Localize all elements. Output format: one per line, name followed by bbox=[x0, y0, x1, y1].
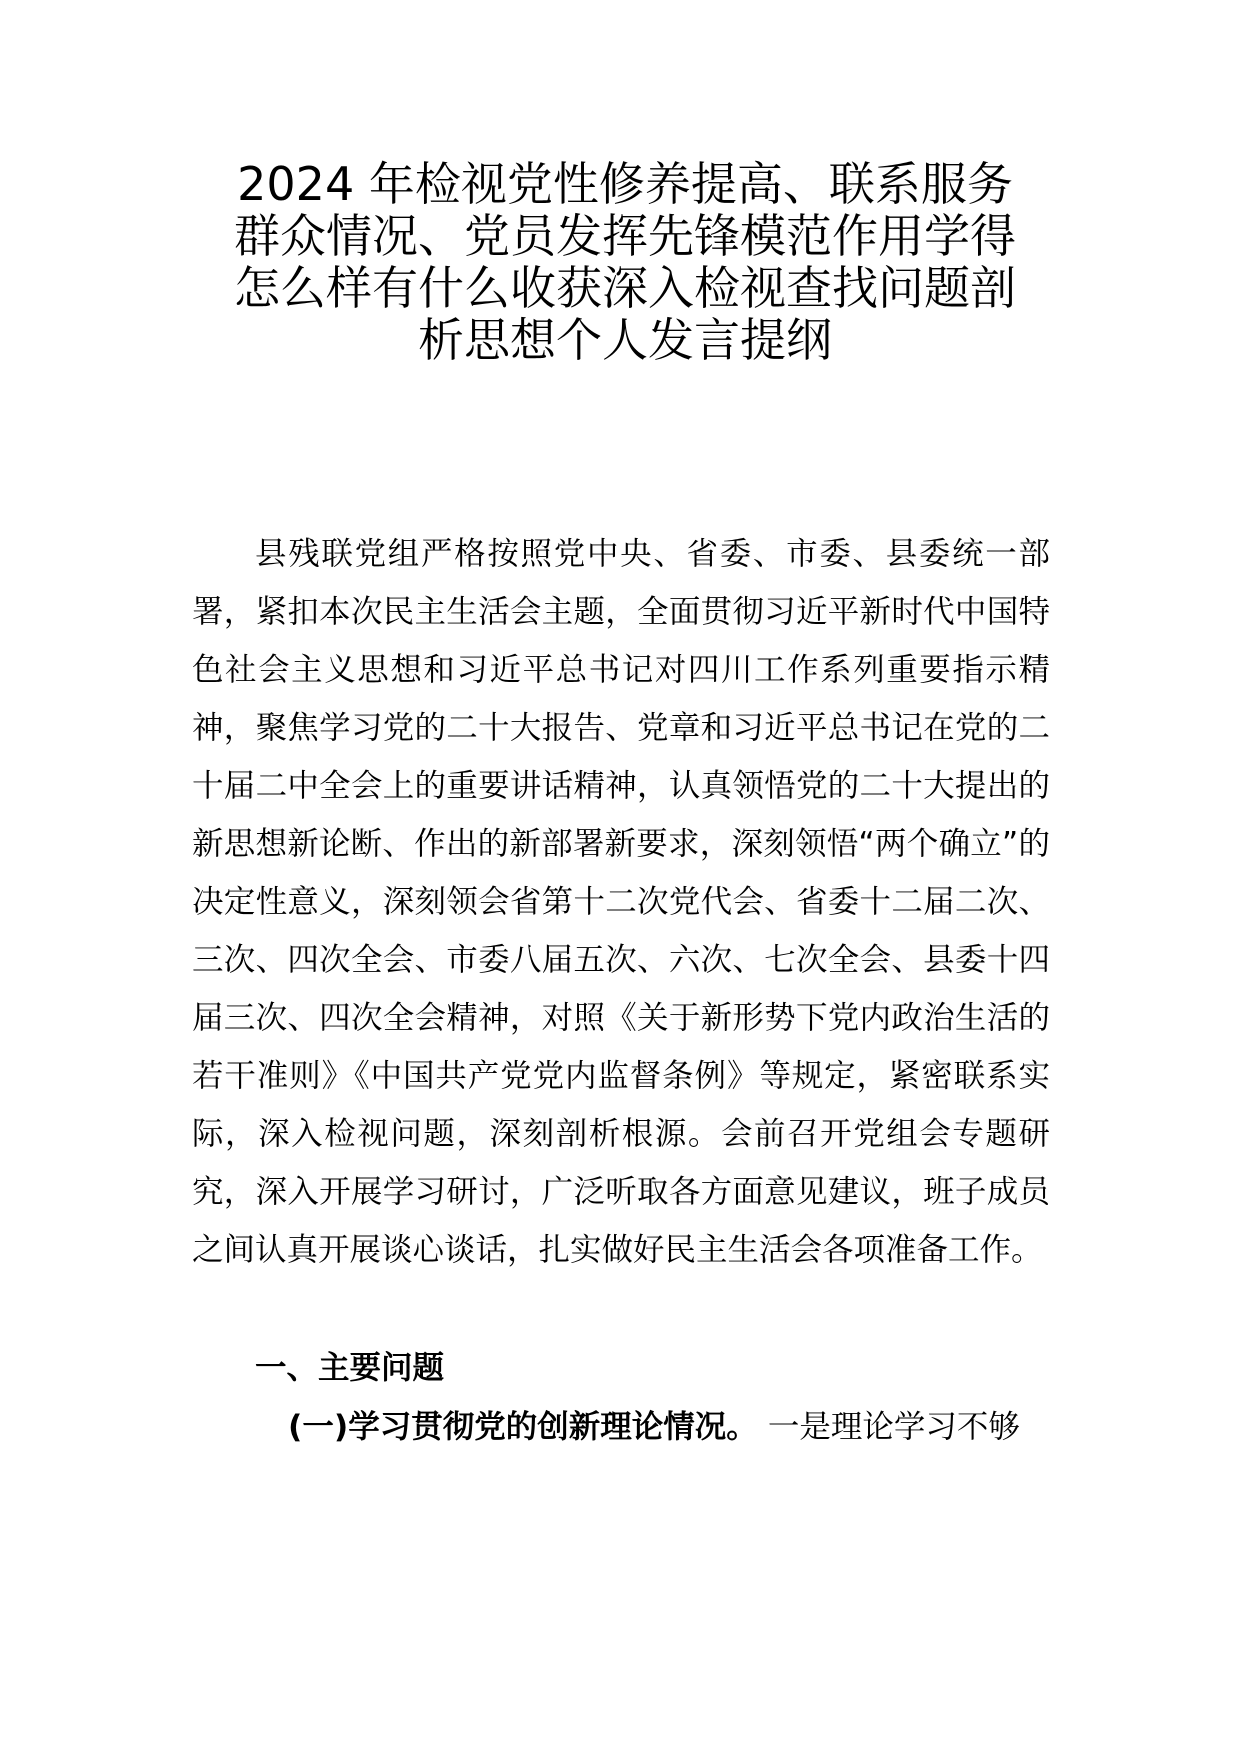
intro-paragraph: 县残联党组严格按照党中央、省委、市委、县委统一部署，紧扣本次民主生活会主题，全面贯彻习近平新时代中国特色社会主义思想和习近平总书记对四川工作系列重要指示精神，聚焦学习党的二十大报告、党章和习近平总书记在党的二十届二中全会上的重要讲话精神，认真领悟党的二十大提出的新思想新论断、作出的新部署新要求，深刻领悟“两个确立”的决定性意义，深刻领会省第十二次党代会、省委十二届二次、三次、四次全会、市委八届五次、六次、七次全会、县委十四届三次、四次全会精神，对照《关于新形势下党内政治生活的若干准则》《中国共产党党内监督条例》等规定，紧密联系实际，深入检视问题，深刻剖析根源。会前召开党组会专题研究，深入开展学习研讨，广泛听取各方面意见建议，班子成员之间认真开展谈心谈话，扎实做好民主生活会各项准备工作。 bbox=[192, 536, 1050, 1268]
subsection-text: 一是理论学习不够 bbox=[767, 1409, 1020, 1445]
title-line-4: 析思想个人发言提纲 bbox=[418, 313, 832, 367]
section-heading: 一、主要问题 bbox=[255, 1350, 445, 1386]
document-title bbox=[190, 158, 1060, 366]
title-line-3: 怎么样有什么收获深入检视查找问题剖 bbox=[234, 261, 1016, 315]
title-line-1: 2024 年检视党性修养提高、联系服务 bbox=[237, 157, 1013, 211]
subsection-paragraph bbox=[288, 1398, 1050, 1456]
title-line-2: 群众情况、党员发挥先锋模范作用学得 bbox=[234, 209, 1016, 263]
subsection-heading: (一)学习贯彻党的创新理论情况。 bbox=[288, 1409, 758, 1445]
